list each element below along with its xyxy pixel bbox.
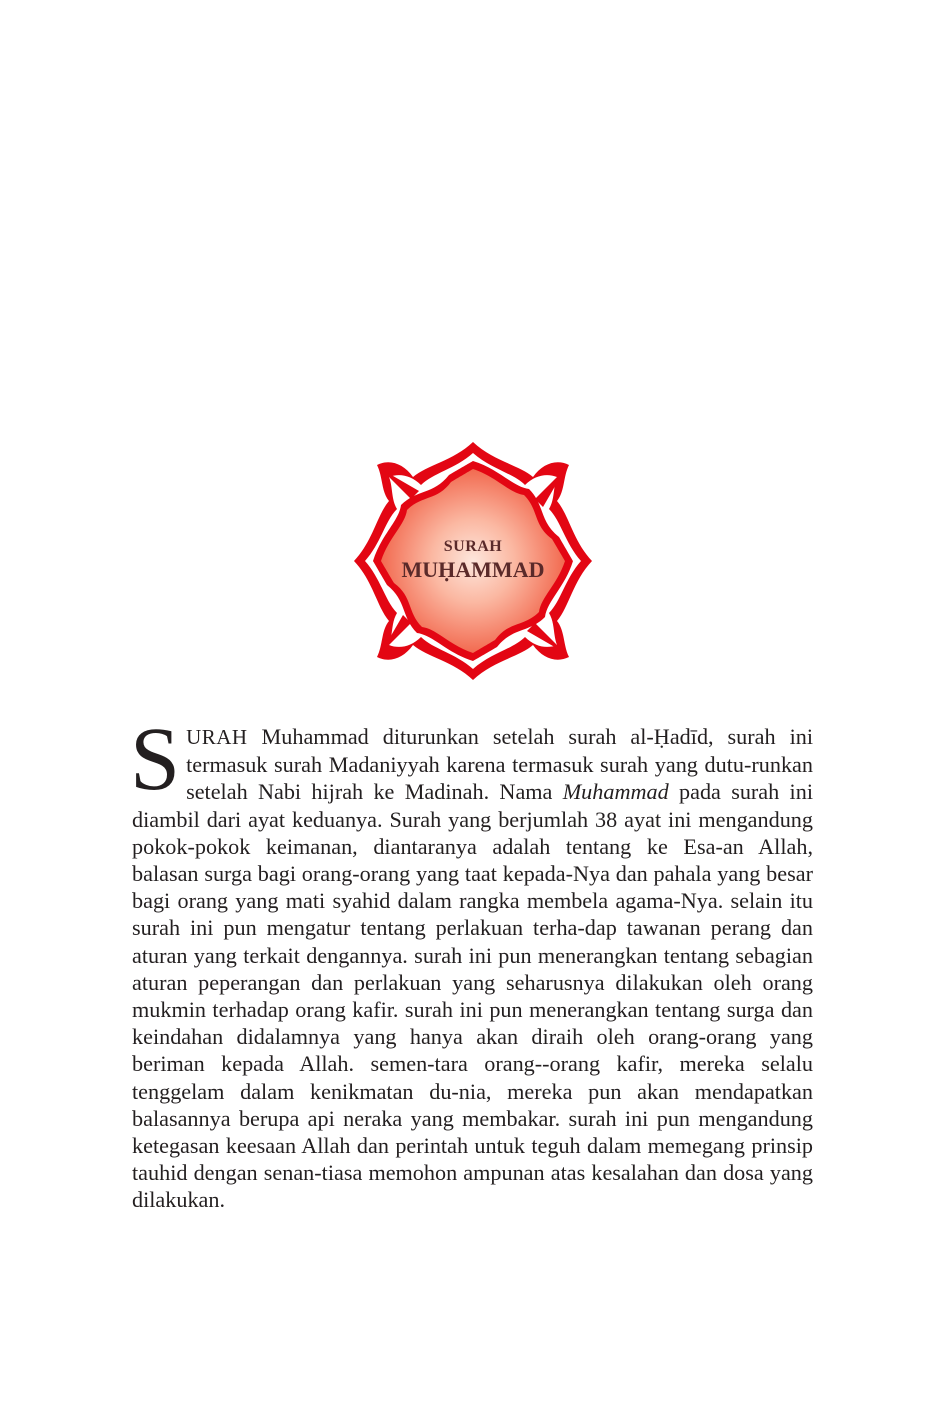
emblem-kicker: SURAH xyxy=(443,537,503,555)
italic-name: Muhammad xyxy=(562,779,669,805)
lead-caps: URAH xyxy=(186,725,248,749)
paragraph-part-2: pada surah ini diambil dari ayat keduanya. Surah yang berjumlah 38 ayat ini mengandung pokok-pokok keimanan, diantaranya adalah tentang ke Esa-an Allah, balasan surga bagi orang-orang yang taat kepada-Nya dan pahala yang besar bagi orang yang mati syahid dalam rangka membela agama-Nya. selain itu surah ini pun mengatur tentang perlakuan terha-dap tawanan perang dan aturan yang terkait dengannya. surah ini pun menerangkan tentang sebagian aturan peperangan dan perlakuan yang seharusnya dilakukan oleh orang mukmin terhadap orang kafir. surah ini pun menerangkan tentang surga dan keindahan didalamnya yang hanya akan diraih oleh orang-orang yang beriman kepada Allah. semen-tara orang--orang kafir, mereka selalu tenggelam dalam kenikmatan du-nia, mereka pun akan mendapatkan balasannya berupa api neraka yang membakar. surah ini pun mengandung ketegasan keesaan Allah dan perintah untuk teguh dalam memegang prinsip tauhid dengan senan-tiasa memohon ampunan atas kesalahan dan dosa yang dilakukan. xyxy=(132,779,813,1213)
surah-title: MUḤAMMAD xyxy=(401,556,545,582)
surah-emblem xyxy=(352,440,594,682)
emblem-label xyxy=(352,440,594,682)
drop-cap: S xyxy=(130,710,181,809)
surah-introduction xyxy=(130,710,813,1214)
paragraph-part-1: Muhammad diturunkan setelah surah al-Ḥadīd, surah ini termasuk surah Madaniyyah karena termasuk surah yang dutu-runkan setelah Nabi hijrah ke Madinah. Nama xyxy=(186,724,813,805)
